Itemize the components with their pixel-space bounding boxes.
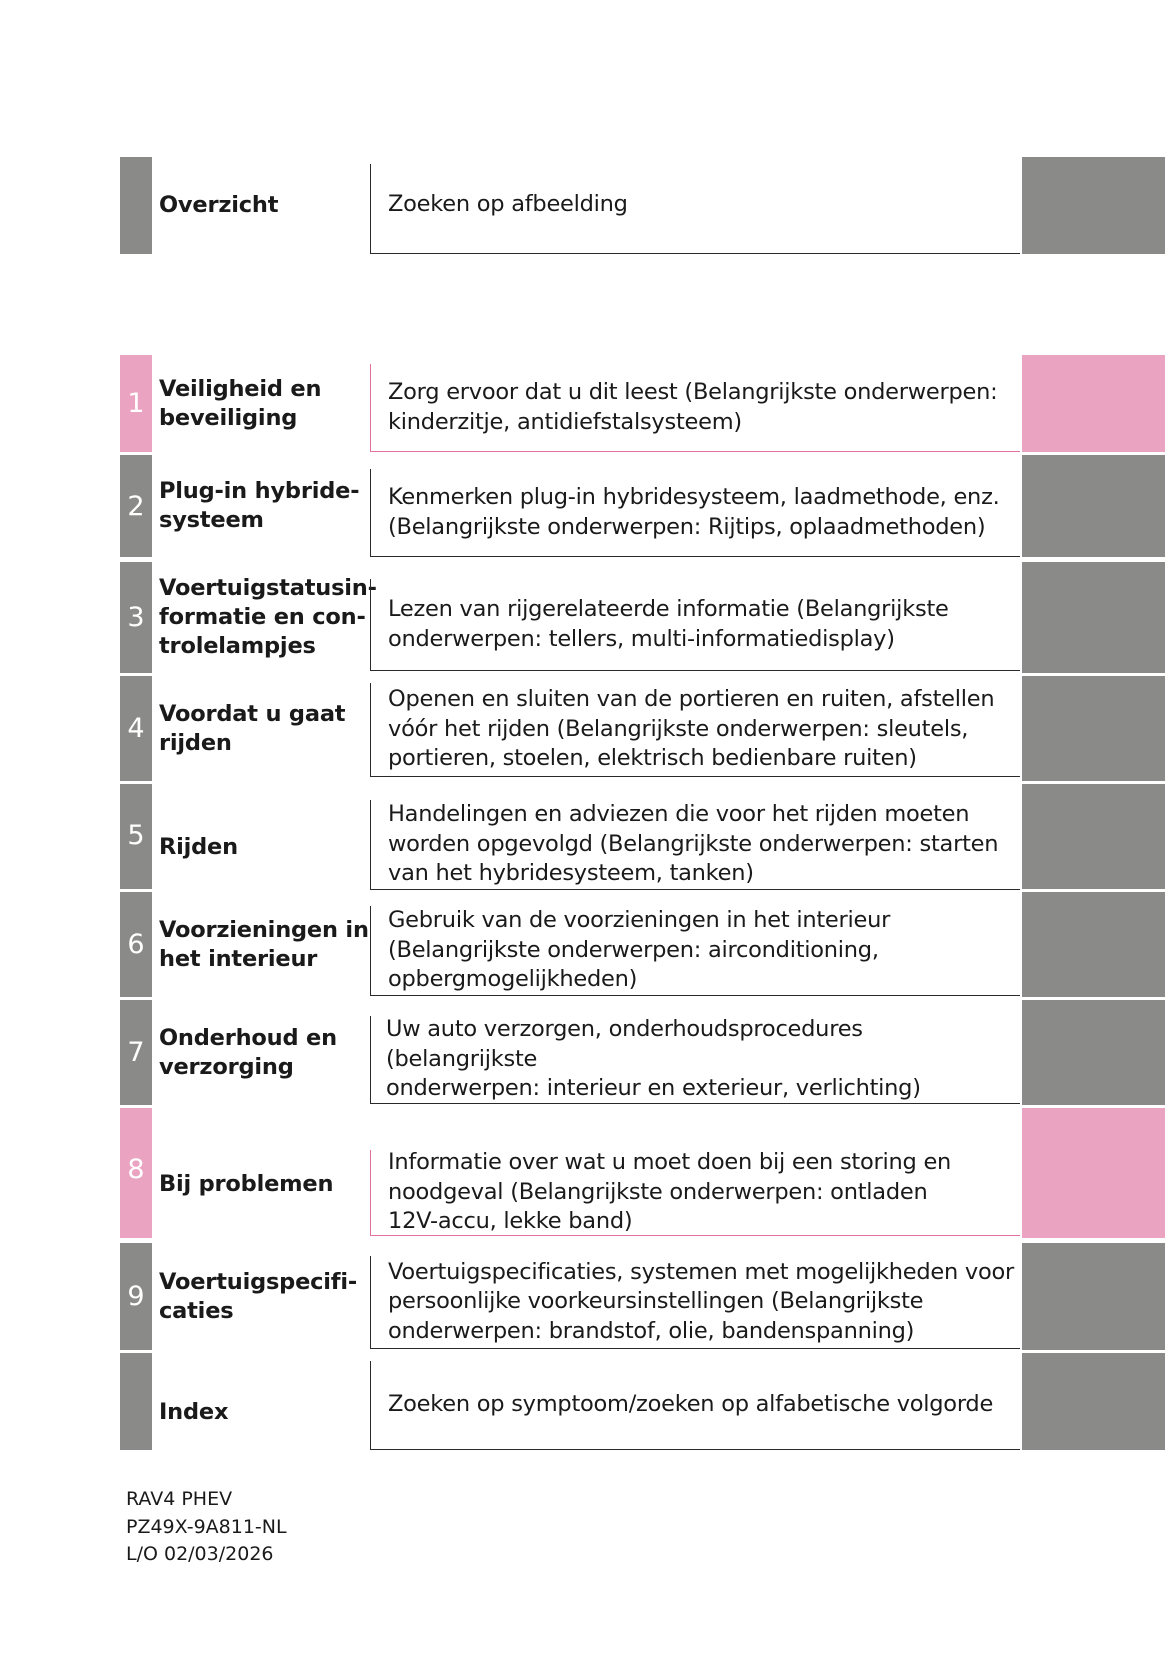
chapter-number: 7 <box>120 1000 152 1105</box>
chapter-number: 1 <box>120 355 152 452</box>
chapter-desc[interactable]: Lezen van rijgerelateerde informatie (Belangrijkste onderwerpen: tellers, multi-informatiedisplay) <box>370 579 1020 671</box>
footer-code: PZ49X-9A811-NL <box>126 1515 287 1538</box>
overview-title: Overzicht <box>159 192 279 218</box>
chapter-tab[interactable] <box>1022 455 1165 557</box>
chapter-desc[interactable]: Handelingen en adviezen die voor het rijden moeten worden opgevolgd (Belangrijkste onderwerpen: starten van het hybridesysteem, tanken) <box>370 800 1020 890</box>
chapter-tab[interactable] <box>1022 562 1165 673</box>
index-desc[interactable]: Zoeken op symptoom/zoeken op alfabetische volgorde <box>370 1361 1020 1450</box>
footer-date: L/O 02/03/2026 <box>126 1543 274 1565</box>
chapter-row-3[interactable] <box>0 562 1165 673</box>
chapter-title: Voertuigspecifi- caties <box>159 1268 358 1324</box>
footer-info <box>126 1486 287 1569</box>
index-bar <box>120 1353 152 1450</box>
chapter-desc[interactable]: Informatie over wat u moet doen bij een storing en noodgeval (Belangrijkste onderwerpen: ontladen 12V-accu, lekke band) <box>370 1150 1020 1236</box>
chapter-row-4[interactable] <box>0 676 1165 781</box>
overview-desc[interactable]: Zoeken op afbeelding <box>370 164 1020 254</box>
chapter-title: Onderhoud en verzorging <box>159 1024 337 1080</box>
index-title: Index <box>159 1399 229 1425</box>
chapter-row-9[interactable] <box>0 1243 1165 1350</box>
chapter-tab[interactable] <box>1022 355 1165 452</box>
chapter-desc[interactable]: Gebruik van de voorzieningen in het interieur (Belangrijkste onderwerpen: airconditioning, opbergmogelijkheden) <box>370 906 1020 996</box>
chapter-row-5[interactable] <box>0 784 1165 889</box>
chapter-title: Veiligheid en beveiliging <box>159 375 322 431</box>
chapter-desc[interactable]: Kenmerken plug-in hybridesysteem, laadmethode, enz. (Belangrijkste onderwerpen: Rijtips, oplaadmethoden) <box>370 469 1020 557</box>
chapter-title: Bij problemen <box>159 1170 334 1197</box>
chapter-title: Voorzieningen in het interieur <box>159 916 369 972</box>
chapter-number: 4 <box>120 676 152 781</box>
chapter-number: 5 <box>120 784 152 889</box>
overview-tab[interactable] <box>1022 157 1165 254</box>
chapter-tab[interactable] <box>1022 892 1165 997</box>
chapter-row-1[interactable] <box>0 355 1165 452</box>
chapter-desc[interactable]: Voertuigspecificaties, systemen met mogelijkheden voor persoonlijke voorkeursinstellingen (Belangrijkste onderwerpen: brandstof, olie, bandenspanning) <box>370 1256 1020 1349</box>
chapter-number: 2 <box>120 455 152 557</box>
overview-row[interactable] <box>0 157 1165 254</box>
chapter-title: Voertuigstatusin- formatie en con- trolelampjes <box>159 575 377 659</box>
chapter-title: Voordat u gaat rijden <box>159 700 346 756</box>
chapter-desc[interactable]: Uw auto verzorgen, onderhoudsprocedures (belangrijkste onderwerpen: interieur en exterieur, verlichting) <box>370 1016 1020 1104</box>
chapter-number: 9 <box>120 1243 152 1350</box>
chapter-tab[interactable] <box>1022 784 1165 889</box>
chapter-tab[interactable] <box>1022 1108 1165 1238</box>
chapter-number: 8 <box>120 1108 152 1238</box>
chapter-title: Rijden <box>159 834 238 860</box>
chapter-title: Plug-in hybride- systeem <box>159 478 360 533</box>
chapter-desc[interactable]: Openen en sluiten van de portieren en ruiten, afstellen vóór het rijden (Belangrijkste onderwerpen: sleutels, portieren, stoelen, elektrisch bedienbare ruiten) <box>370 683 1020 777</box>
chapter-row-2[interactable] <box>0 455 1165 557</box>
chapter-desc[interactable]: Zorg ervoor dat u dit leest (Belangrijkste onderwerpen: kinderzitje, antidiefstalsysteem) <box>370 364 1020 452</box>
chapter-tab[interactable] <box>1022 1243 1165 1350</box>
footer-model: RAV4 PHEV <box>126 1488 233 1510</box>
chapter-tab[interactable] <box>1022 676 1165 781</box>
chapter-tab[interactable] <box>1022 1000 1165 1105</box>
chapter-number: 6 <box>120 892 152 997</box>
chapter-row-8[interactable] <box>0 1108 1165 1238</box>
chapter-row-7[interactable] <box>0 1000 1165 1105</box>
chapter-number: 3 <box>120 562 152 673</box>
index-tab[interactable] <box>1022 1353 1165 1450</box>
overview-bar <box>120 157 152 254</box>
index-row[interactable] <box>0 1353 1165 1450</box>
chapter-row-6[interactable] <box>0 892 1165 997</box>
